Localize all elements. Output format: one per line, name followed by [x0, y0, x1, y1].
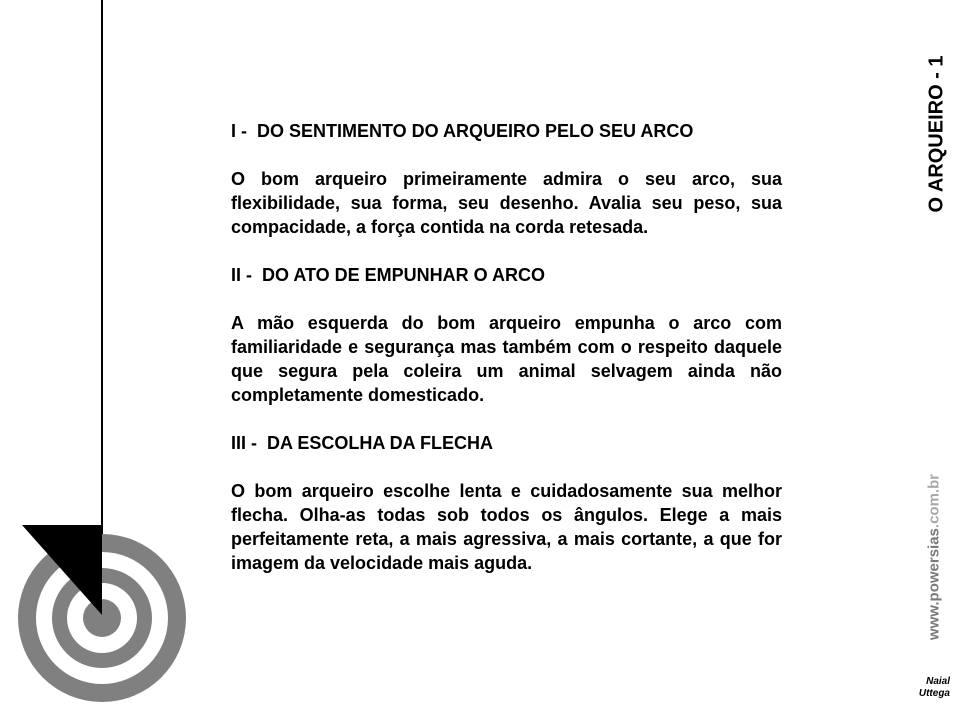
author-first: Naial	[926, 676, 950, 687]
website-part2: .com.br	[925, 473, 943, 529]
target-icon	[0, 500, 200, 720]
main-text	[231, 119, 782, 599]
section-2-heading: II - DO ATO DE EMPUNHAR O ARCO	[231, 265, 546, 285]
website-label	[926, 474, 943, 640]
section-3-heading: III - DA ESCOLHA DA FLECHA	[231, 433, 493, 453]
section-1-heading: I - DO SENTIMENTO DO ARQUEIRO PELO SEU ARCO	[231, 121, 694, 141]
author-signature	[890, 676, 950, 700]
section-3-paragraph: O bom arqueiro escolhe lenta e cuidadosamente sua melhor flecha. Olha-as todas sob todos os ângulos. Elege a mais perfeitamente reta, a mais agressiva, a mais cortante, a que for imagem da velocidade mais aguda.	[231, 481, 782, 573]
author-last: Uttega	[918, 688, 950, 699]
section-2-paragraph: A mão esquerda do bom arqueiro empunha o arco com familiaridade e segurança mas também com o respeito daquele que segura pela coleira um animal selvagem ainda não completamente domesticado.	[231, 313, 782, 405]
section-1-paragraph: O bom arqueiro primeiramente admira o seu arco, sua flexibilidade, sua forma, seu desenho. Avalia seu peso, sua compacidade, a força contida na corda retesada.	[231, 169, 782, 237]
website-part1: www.powersias	[925, 528, 943, 641]
side-title: O ARQUEIRO - 1	[925, 55, 948, 213]
